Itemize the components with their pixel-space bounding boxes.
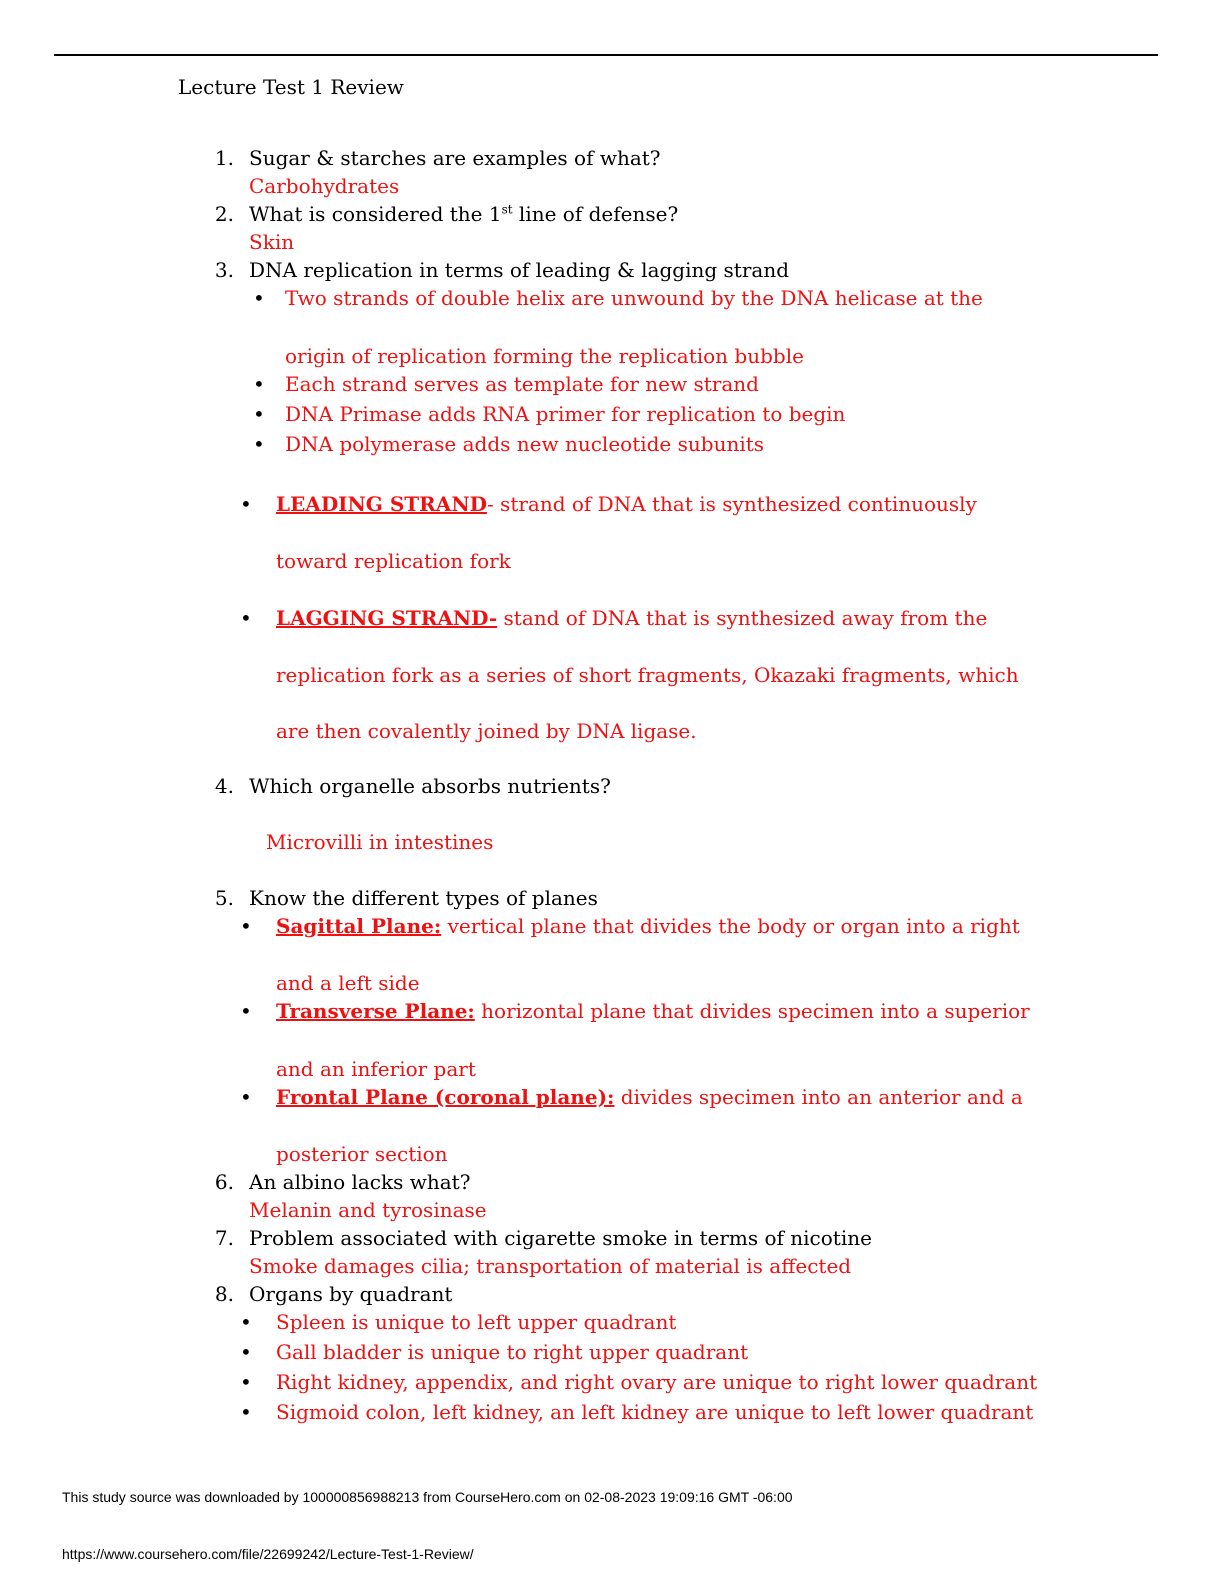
transverse-plane-term: Transverse Plane:	[276, 999, 475, 1023]
question-4-text: Which organelle absorbs nutrients?	[249, 774, 611, 798]
lagging-strand-definition: LAGGING STRAND- stand of DNA that is synthesized away from the	[276, 606, 988, 630]
lagging-strand-term: LAGGING STRAND-	[276, 606, 498, 630]
question-2-number: 2.	[214, 202, 234, 226]
question-8-bullet-3: Right kidney, appendix, and right ovary are unique to right lower quadrant	[276, 1370, 1038, 1394]
bullet-glyph: •	[240, 492, 252, 516]
download-notice: This study source was downloaded by 100000856988213 from CourseHero.com on 02-08-2023 19:09:16 GMT -06:00	[62, 1489, 793, 1505]
question-1-number: 1.	[214, 146, 234, 170]
bullet-glyph: •	[240, 606, 252, 630]
lagging-strand-line-3: are then covalently joined by DNA ligase.	[276, 719, 697, 743]
bullet-glyph: •	[253, 372, 265, 396]
header-rule	[54, 54, 1158, 56]
question-8-number: 8.	[214, 1282, 234, 1306]
question-3-text: DNA replication in terms of leading & lagging strand	[249, 258, 790, 282]
question-7-number: 7.	[214, 1226, 234, 1250]
question-1-answer: Carbohydrates	[249, 174, 400, 198]
question-3-bullet-1-line-1: Two strands of double helix are unwound by the DNA helicase at the	[285, 286, 983, 310]
question-6-text: An albino lacks what?	[249, 1170, 471, 1194]
leading-strand-definition: LEADING STRAND- strand of DNA that is synthesized continuously	[276, 492, 977, 516]
sagittal-plane-definition: Sagittal Plane: vertical plane that divides the body or organ into a right	[276, 914, 1020, 938]
frontal-plane-definition: Frontal Plane (coronal plane): divides specimen into an anterior and a	[276, 1085, 1023, 1109]
question-7-answer: Smoke damages cilia; transportation of material is affected	[249, 1254, 852, 1278]
bullet-glyph: •	[253, 402, 265, 426]
sagittal-plane-line-2: and a left side	[276, 971, 420, 995]
bullet-glyph: •	[240, 999, 252, 1023]
leading-strand-line-2: toward replication fork	[276, 549, 511, 573]
question-3-bullet-1-line-2: origin of replication forming the replication bubble	[285, 344, 804, 368]
question-8-text: Organs by quadrant	[249, 1282, 453, 1306]
question-4-number: 4.	[214, 774, 234, 798]
page-title: Lecture Test 1 Review	[178, 75, 404, 99]
question-5-text: Know the different types of planes	[249, 886, 598, 910]
question-3-bullet-3: DNA Primase adds RNA primer for replication to begin	[285, 402, 846, 426]
frontal-plane-term: Frontal Plane (coronal plane):	[276, 1085, 615, 1109]
frontal-plane-line-2: posterior section	[276, 1142, 448, 1166]
question-3-number: 3.	[214, 258, 234, 282]
bullet-glyph: •	[240, 1310, 252, 1334]
bullet-glyph: •	[240, 1400, 252, 1424]
question-8-bullet-4: Sigmoid colon, left kidney, an left kidney are unique to left lower quadrant	[276, 1400, 1034, 1424]
question-6-number: 6.	[214, 1170, 234, 1194]
question-1-text: Sugar & starches are examples of what?	[249, 146, 661, 170]
transverse-plane-definition: Transverse Plane: horizontal plane that divides specimen into a superior	[276, 999, 1030, 1023]
bullet-glyph: •	[240, 1340, 252, 1364]
transverse-plane-line-2: and an inferior part	[276, 1057, 476, 1081]
bullet-glyph: •	[240, 914, 252, 938]
question-2-answer: Skin	[249, 230, 295, 254]
question-6-answer: Melanin and tyrosinase	[249, 1198, 487, 1222]
question-8-bullet-1: Spleen is unique to left upper quadrant	[276, 1310, 677, 1334]
bullet-glyph: •	[240, 1370, 252, 1394]
leading-strand-term: LEADING STRAND	[276, 492, 487, 516]
question-5-number: 5.	[214, 886, 234, 910]
lagging-strand-line-2: replication fork as a series of short fragments, Okazaki fragments, which	[276, 663, 1019, 687]
question-8-bullet-2: Gall bladder is unique to right upper quadrant	[276, 1340, 749, 1364]
question-3-bullet-4: DNA polymerase adds new nucleotide subunits	[285, 432, 765, 456]
bullet-glyph: •	[240, 1085, 252, 1109]
question-7-text: Problem associated with cigarette smoke in terms of nicotine	[249, 1226, 872, 1250]
question-2-text: What is considered the 1st line of defense?	[249, 202, 679, 226]
sagittal-plane-term: Sagittal Plane:	[276, 914, 442, 938]
bullet-glyph: •	[253, 286, 265, 310]
question-3-bullet-2: Each strand serves as template for new strand	[285, 372, 759, 396]
source-url[interactable]: https://www.coursehero.com/file/22699242/Lecture-Test-1-Review/	[62, 1546, 474, 1562]
bullet-glyph: •	[253, 432, 265, 456]
question-4-answer: Microvilli in intestines	[266, 830, 494, 854]
